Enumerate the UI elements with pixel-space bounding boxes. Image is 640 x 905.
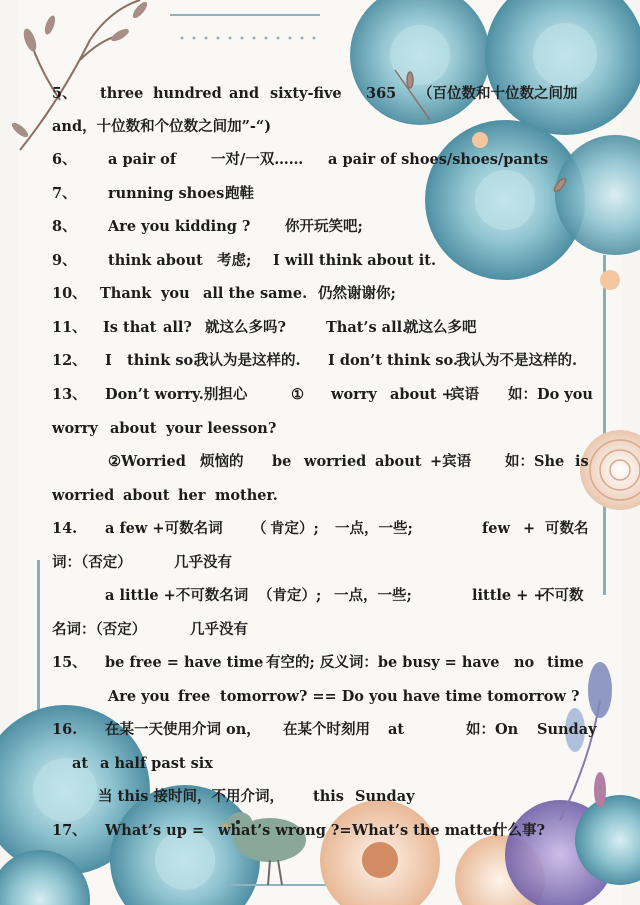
text-segment: at xyxy=(388,721,405,738)
text-segment: + xyxy=(523,520,536,537)
text-segment: ① xyxy=(291,386,304,403)
text-segment: I will think about it. xyxy=(273,252,437,269)
text-segment: 不可数 xyxy=(540,587,584,604)
text-segment: no xyxy=(514,654,535,671)
text-segment: all the same. xyxy=(203,285,308,302)
text-segment: all? xyxy=(163,319,192,336)
text-segment: What’s up xyxy=(105,822,187,839)
text-segment: about xyxy=(123,487,170,504)
text-segment: what’s wrong ?= xyxy=(218,822,352,839)
item-number: 6、 xyxy=(52,151,77,168)
text-segment: 如：On xyxy=(466,721,519,738)
text-segment: and xyxy=(229,85,260,102)
text-segment: and，十位数和个位数之间加”-“) xyxy=(52,118,272,135)
text-segment: Are you kidding ? xyxy=(108,218,251,235)
text-segment: 当 this 接时间，不用介词， xyxy=(98,788,285,805)
text-segment: （百位数和十位数之间加 xyxy=(418,85,578,102)
text-segment: 有空的; 反义词：be busy = have xyxy=(266,654,500,671)
text-segment: 我认为不是这样的. xyxy=(456,352,578,369)
text-segment: 一点，一些; xyxy=(334,587,412,604)
text-segment: = xyxy=(192,822,205,839)
item-number: 5、 xyxy=(52,85,77,102)
text-segment: a little +不可数名词 xyxy=(105,587,249,604)
text-segment: be free = have time xyxy=(105,654,264,671)
item-number: 12、 xyxy=(52,352,87,369)
text-segment: ②Worried xyxy=(108,453,186,470)
text-segment: be xyxy=(272,453,292,470)
text-segment: worried xyxy=(304,453,367,470)
text-segment: sixty-five xyxy=(270,85,342,102)
text-segment: 一对/一双…… xyxy=(211,151,304,168)
text-segment: Thank xyxy=(100,285,152,302)
text-segment: That’s all. xyxy=(326,319,408,336)
text-segment: about xyxy=(110,420,157,437)
text-segment: hundred xyxy=(153,85,222,102)
text-segment: 365 xyxy=(366,85,397,102)
text-segment: 考虑; xyxy=(217,252,252,269)
text-segment: worry xyxy=(52,420,98,437)
text-segment: tomorrow? == Do you have time tomorrow ? xyxy=(220,688,580,705)
text-segment: time xyxy=(547,654,584,671)
text-segment: （肯定）; xyxy=(258,587,322,604)
text-segment: little + + xyxy=(472,587,546,604)
text-segment: Don’t worry.别担心 xyxy=(105,386,248,403)
text-segment: a pair of xyxy=(108,151,177,168)
text-segment: a half past six xyxy=(100,755,213,772)
item-number: 14. xyxy=(52,520,78,537)
text-segment: 烦恼的 xyxy=(200,453,244,470)
text-segment: I xyxy=(105,352,112,369)
item-number: 8、 xyxy=(52,218,77,235)
text-segment: What’s the matter xyxy=(352,822,500,839)
text-segment: about + xyxy=(390,386,454,403)
text-segment: a few +可数名词 xyxy=(105,520,223,537)
text-segment: 你开玩笑吧; xyxy=(285,218,363,235)
text-segment: 就这么多吗? xyxy=(205,319,286,336)
text-segment: 可数名 xyxy=(545,520,589,537)
text-segment: her xyxy=(178,487,206,504)
text-segment: 在某一天使用介词 on， xyxy=(105,721,261,738)
text-segment: think so. xyxy=(127,352,199,369)
text-segment: 跑鞋 xyxy=(225,185,254,202)
text-segment: Sunday xyxy=(537,721,597,738)
item-number: 16. xyxy=(52,721,78,738)
text-segment: 肯定）; xyxy=(270,520,319,537)
text-segment: at xyxy=(72,755,89,772)
text-segment: 仍然谢谢你; xyxy=(318,285,396,302)
text-segment: 就这么多吧 xyxy=(404,319,477,336)
item-number: 15、 xyxy=(52,654,87,671)
text-segment: 我认为是这样的. xyxy=(194,352,301,369)
text-segment: three xyxy=(100,85,144,102)
text-segment: mother. xyxy=(215,487,278,504)
text-segment: 宾语 xyxy=(450,386,479,403)
text-segment: you xyxy=(161,285,190,302)
text-segment: worry xyxy=(331,386,377,403)
text-segment: +宾语 xyxy=(430,453,472,470)
text-segment: is xyxy=(575,453,589,470)
text-segment: 如：She xyxy=(505,453,565,470)
text-segment: 如：Do you xyxy=(508,386,593,403)
text-segment: a pair of shoes/shoes/pants xyxy=(328,151,549,168)
text-segment: 几乎没有 xyxy=(174,554,232,571)
text-segment: 名词：（否定） xyxy=(52,621,147,638)
text-segment: worried xyxy=(52,487,115,504)
item-number: 13、 xyxy=(52,386,87,403)
text-segment: this xyxy=(313,788,344,805)
text-segment: 一点，一些; xyxy=(335,520,413,537)
text-segment: （ xyxy=(252,520,267,537)
text-segment: few xyxy=(482,520,510,537)
text-segment: think about xyxy=(108,252,203,269)
item-number: 17、 xyxy=(52,822,87,839)
text-segment: about xyxy=(375,453,422,470)
text-segment: Are you xyxy=(108,688,170,705)
text-segment: free xyxy=(178,688,211,705)
text-segment: 什么事? xyxy=(493,822,545,839)
text-segment: your leesson? xyxy=(166,420,277,437)
item-number: 10、 xyxy=(52,285,87,302)
text-segment: 在某个时刻用 xyxy=(283,721,370,738)
text-segment: 几乎没有 xyxy=(190,621,248,638)
item-number: 7、 xyxy=(52,185,77,202)
text-segment: Sunday xyxy=(355,788,415,805)
item-number: 11、 xyxy=(52,319,87,336)
text-segment: Is that xyxy=(103,319,157,336)
item-number: 9、 xyxy=(52,252,77,269)
text-segment: 词：（否定） xyxy=(52,554,132,571)
text-segment: running shoes xyxy=(108,185,225,202)
text-segment: I don’t think so. xyxy=(328,352,458,369)
